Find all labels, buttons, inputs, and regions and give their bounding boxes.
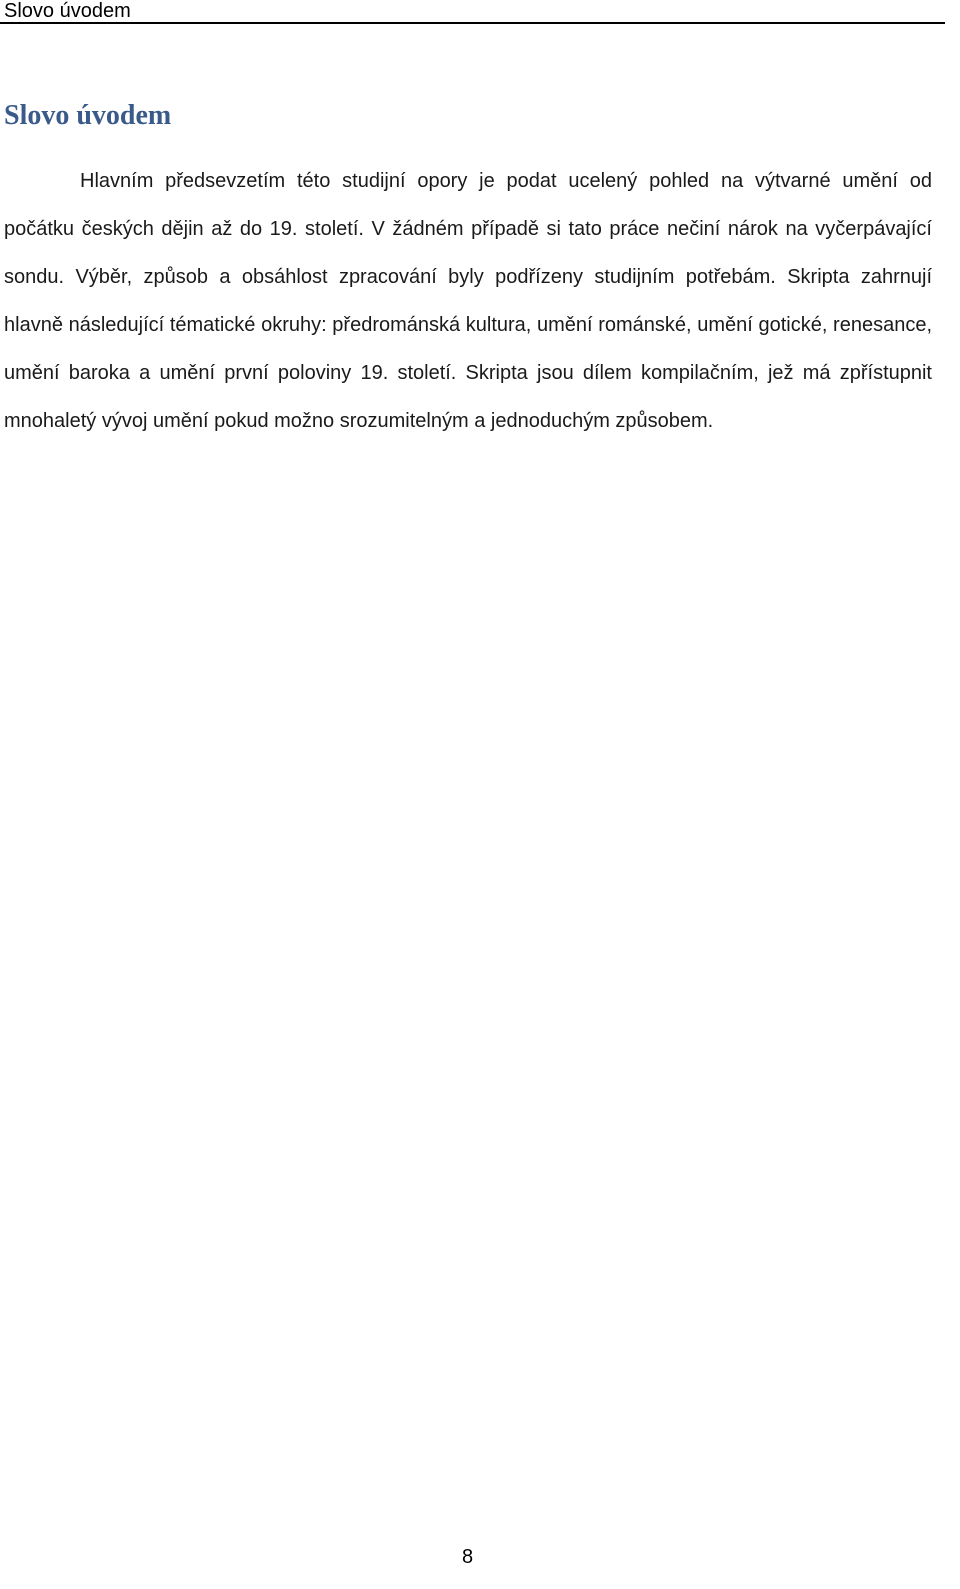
section-heading: Slovo úvodem [4, 100, 172, 131]
running-header-title: Slovo úvodem [4, 0, 131, 22]
running-header [0, 0, 945, 24]
body-paragraph: Hlavním předsevzetím této studijní opory je podat ucelený pohled na výtvarné umění od počátku českých dějin až do 19. století. V žádném případě si tato práce nečiní nárok na vyčerpávající sondu. Výběr, způsob a obsáhlost zpracování byly podřízeny studijním potřebám. Skripta zahrnují hlavně následující tématické okruhy: předrománská kultura, umění románské, umění gotické, renesance, umění baroka a umění první poloviny 19. století. Skripta jsou dílem kompilačním, jež má zpřístupnit mnohaletý vývoj umění pokud možno srozumitelným a jednoduchým způsobem. [4, 170, 932, 432]
page-number: 8 [461, 1546, 474, 1568]
